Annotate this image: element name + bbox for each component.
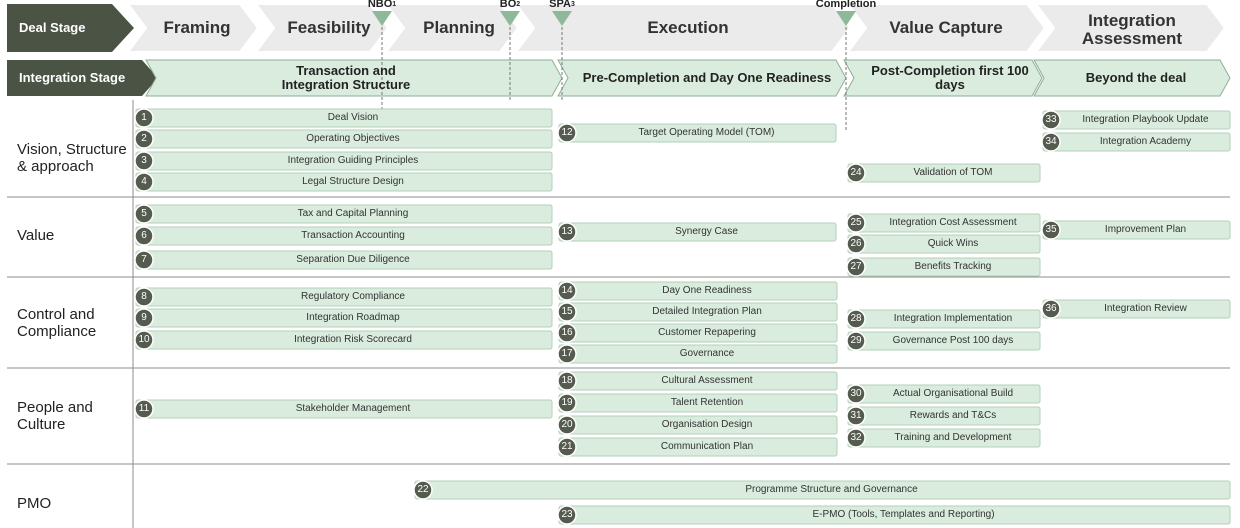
integration-stage-beyond: Beyond the deal	[1085, 70, 1187, 86]
activity-label-10: Integration Risk Scorecard	[294, 333, 412, 345]
activity-number-34: 34	[1045, 135, 1057, 147]
activity-label-5: Tax and Capital Planning	[297, 207, 409, 219]
phase-value-capture: Value Capture	[889, 18, 1003, 38]
activity-number-29: 29	[850, 334, 862, 346]
activity-number-3: 3	[141, 154, 147, 166]
activity-number-6: 6	[141, 229, 147, 241]
activity-label-11: Stakeholder Management	[295, 402, 411, 414]
activity-label-27: Benefits Tracking	[914, 260, 992, 272]
milestone-bo: BO 2	[499, 0, 521, 11]
integration-stage-pre-completion: Pre-Completion and Day One Readiness	[582, 70, 832, 86]
activity-label-35: Improvement Plan	[1104, 223, 1187, 235]
activity-label-32: Training and Development	[894, 431, 1012, 443]
activity-label-3: Integration Guiding Principles	[287, 154, 419, 166]
activity-number-8: 8	[141, 290, 147, 302]
activity-label-13: Synergy Case	[675, 225, 738, 237]
activity-number-1: 1	[141, 111, 147, 123]
activity-number-36: 36	[1045, 302, 1057, 314]
activity-label-21: Communication Plan	[660, 440, 754, 452]
activity-label-2: Operating Objectives	[306, 132, 400, 144]
activity-label-9: Integration Roadmap	[306, 311, 400, 323]
activity-label-22: Programme Structure and Governance	[745, 483, 918, 495]
activity-number-9: 9	[141, 311, 147, 323]
activity-label-29: Governance Post 100 days	[892, 334, 1014, 346]
activity-number-19: 19	[561, 396, 573, 408]
activity-number-22: 22	[417, 483, 429, 495]
activity-number-31: 31	[850, 409, 862, 421]
activity-label-31: Rewards and T&Cs	[909, 409, 997, 421]
workstream-people: People and Culture	[17, 398, 93, 433]
phase-framing: Framing	[163, 18, 231, 38]
deal-stage-label: Deal Stage	[19, 20, 86, 36]
activity-label-24: Validation of TOM	[913, 166, 993, 178]
activity-number-20: 20	[561, 418, 573, 430]
activity-label-36: Integration Review	[1104, 302, 1187, 314]
activity-number-5: 5	[141, 207, 147, 219]
activity-number-17: 17	[561, 347, 573, 359]
activity-label-33: Integration Playbook Update	[1082, 113, 1209, 125]
activity-number-16: 16	[561, 326, 573, 338]
phase-integration-assessment: Integration Assessment	[1081, 11, 1183, 48]
activity-label-15: Detailed Integration Plan	[652, 305, 762, 317]
activity-number-11: 11	[138, 402, 150, 414]
activity-number-18: 18	[561, 374, 573, 386]
activity-number-13: 13	[561, 225, 573, 237]
activity-label-28: Integration Implementation	[893, 312, 1013, 324]
workstream-value: Value	[17, 227, 55, 245]
activity-label-16: Customer Repapering	[658, 326, 756, 338]
activity-label-14: Day One Readiness	[662, 284, 752, 296]
activity-label-34: Integration Academy	[1099, 135, 1192, 147]
activity-number-25: 25	[850, 216, 862, 228]
activity-label-4: Legal Structure Design	[302, 175, 404, 187]
phase-planning: Planning	[423, 18, 495, 38]
activity-label-30: Actual Organisational Build	[892, 387, 1014, 399]
activity-label-6: Transaction Accounting	[301, 229, 405, 241]
activity-number-7: 7	[141, 253, 147, 265]
activity-label-20: Organisation Design	[661, 418, 753, 430]
activity-number-27: 27	[850, 260, 862, 272]
milestone-spa: SPA 3	[549, 0, 575, 11]
activity-number-23: 23	[561, 508, 573, 520]
activity-number-15: 15	[561, 305, 573, 317]
activity-label-18: Cultural Assessment	[661, 374, 753, 386]
activity-number-4: 4	[141, 175, 147, 187]
activity-number-35: 35	[1045, 223, 1057, 235]
activity-label-12: Target Operating Model (TOM)	[638, 126, 775, 138]
activity-number-10: 10	[138, 333, 150, 345]
activity-number-32: 32	[850, 431, 862, 443]
integration-stage-post-completion: Post-Completion first 100 days	[871, 63, 1029, 92]
milestone-nbo: NBO 1	[367, 0, 397, 11]
activity-number-24: 24	[850, 166, 862, 178]
activity-number-26: 26	[850, 237, 862, 249]
integration-stage-label: Integration Stage	[19, 70, 126, 86]
activity-number-21: 21	[561, 440, 573, 452]
activity-label-19: Talent Retention	[670, 396, 744, 408]
activity-label-1: Deal Vision	[327, 111, 379, 123]
activity-number-33: 33	[1045, 113, 1057, 125]
workstream-pmo: PMO	[17, 495, 52, 513]
activity-number-30: 30	[850, 387, 862, 399]
activity-label-17: Governance	[679, 347, 735, 359]
activity-label-26: Quick Wins	[927, 237, 979, 249]
milestone-completion: Completion	[815, 0, 877, 11]
workstream-vision: Vision, Structure & approach	[17, 140, 127, 175]
integration-stage-transaction: Transaction and Integration Structure	[281, 63, 411, 92]
activity-label-7: Separation Due Diligence	[296, 253, 410, 265]
phase-feasibility: Feasibility	[287, 18, 371, 38]
activity-label-8: Regulatory Compliance	[301, 290, 405, 302]
activity-label-23: E-PMO (Tools, Templates and Reporting)	[812, 508, 995, 520]
activity-number-12: 12	[561, 126, 573, 138]
phase-execution: Execution	[647, 18, 729, 38]
activity-number-14: 14	[561, 284, 573, 296]
workstream-control: Control and Compliance	[17, 305, 97, 340]
activity-number-2: 2	[141, 132, 147, 144]
activity-label-25: Integration Cost Assessment	[889, 216, 1017, 228]
activity-number-28: 28	[850, 312, 862, 324]
